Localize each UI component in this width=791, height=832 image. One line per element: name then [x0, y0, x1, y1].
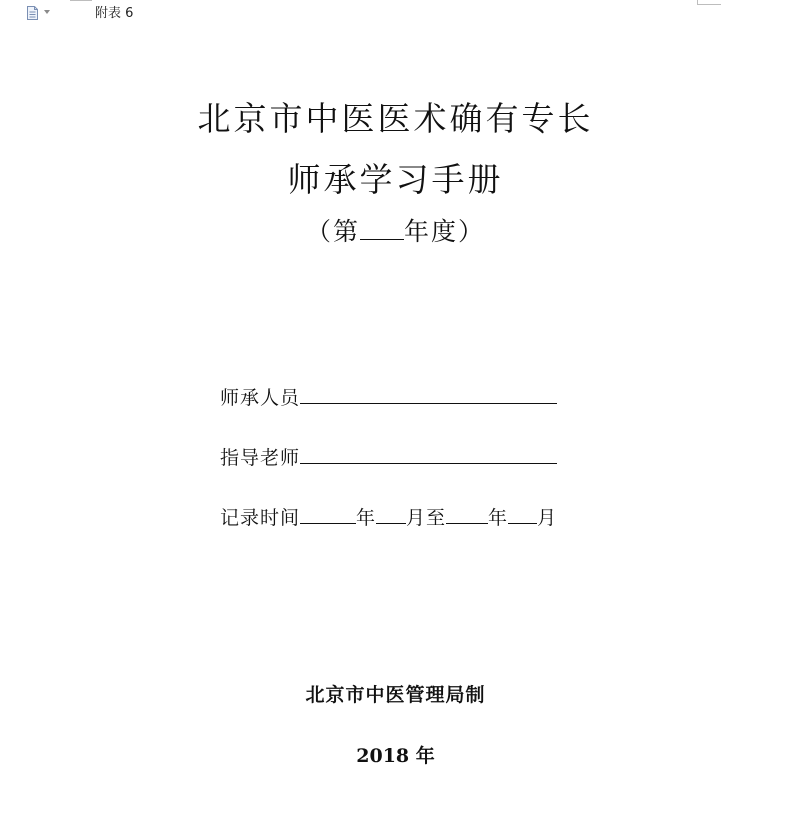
crop-mark-right-horizontal — [697, 4, 721, 5]
crop-mark-left — [70, 0, 92, 1]
issuer-text: 北京市中医管理局制 — [305, 684, 486, 706]
apprentice-label: 师承人员 — [220, 387, 301, 409]
start-year-field[interactable] — [300, 503, 356, 524]
year-open-text: （第 — [305, 217, 360, 246]
end-month-unit: 月 — [537, 507, 558, 529]
document-title-line-2: 师承学习手册 — [287, 160, 504, 199]
mentor-row — [220, 443, 557, 471]
month-to-text: 月至 — [406, 507, 447, 529]
academic-year-line — [0, 215, 791, 249]
record-time-label: 记录时间 — [220, 507, 301, 529]
document-title-line-1: 北京市中医医术确有专长 — [197, 99, 594, 138]
mentor-field[interactable] — [300, 443, 557, 464]
document-icon[interactable] — [27, 6, 38, 20]
year-blank-field[interactable] — [360, 215, 404, 240]
apprentice-row — [220, 383, 557, 411]
record-time-row — [220, 503, 557, 531]
end-year-field[interactable] — [446, 503, 488, 524]
end-month-field[interactable] — [508, 503, 537, 524]
dropdown-caret-icon[interactable] — [44, 10, 50, 14]
start-year-unit: 年 — [356, 507, 377, 529]
attachment-label: 附表 6 — [95, 6, 134, 21]
mentor-label: 指导老师 — [220, 447, 301, 469]
year-close-text: 年度） — [404, 217, 486, 246]
apprentice-field[interactable] — [300, 383, 557, 404]
start-month-field[interactable] — [376, 503, 406, 524]
issue-year-text: 2018 年 — [356, 745, 435, 767]
end-year-unit: 年 — [488, 507, 509, 529]
